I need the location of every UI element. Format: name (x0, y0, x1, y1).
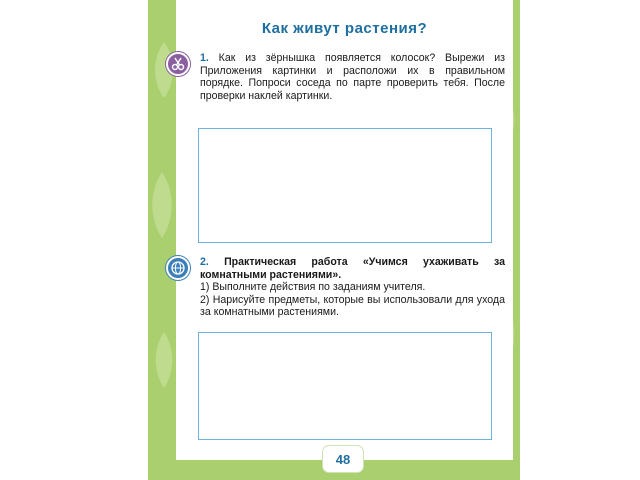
answer-box-2[interactable] (198, 332, 492, 440)
scissors-icon (166, 52, 190, 76)
page-title: Как живут растения? (261, 20, 428, 37)
page-number: 48 (323, 446, 363, 472)
task-2-item-1: 1) Выполните действия по заданиям учителя. (200, 281, 426, 293)
leaf-decoration (152, 330, 176, 390)
task-1-number: 1. (200, 52, 209, 64)
task-1-text (200, 52, 505, 102)
task-2-text (200, 256, 505, 319)
globe-icon (166, 256, 190, 280)
task-2-number: 2. (200, 256, 209, 268)
leaf-decoration (148, 170, 176, 240)
task-2-item-2: 2) Нарисуйте предметы, которые вы использовали для ухода за комнатными растениями. (200, 293, 505, 318)
task-2-heading: Практическая работа «Учимся ухаживать за комнатными растениями». (200, 256, 505, 281)
answer-box-1[interactable] (198, 128, 492, 243)
task-1-instructions: Как из зёрнышка появляется колосок? Вырежи из Приложения картинки и расположи их в правильном порядке. Попроси соседа по парте проверить тебя. После проверки наклей картинки. (200, 52, 505, 102)
